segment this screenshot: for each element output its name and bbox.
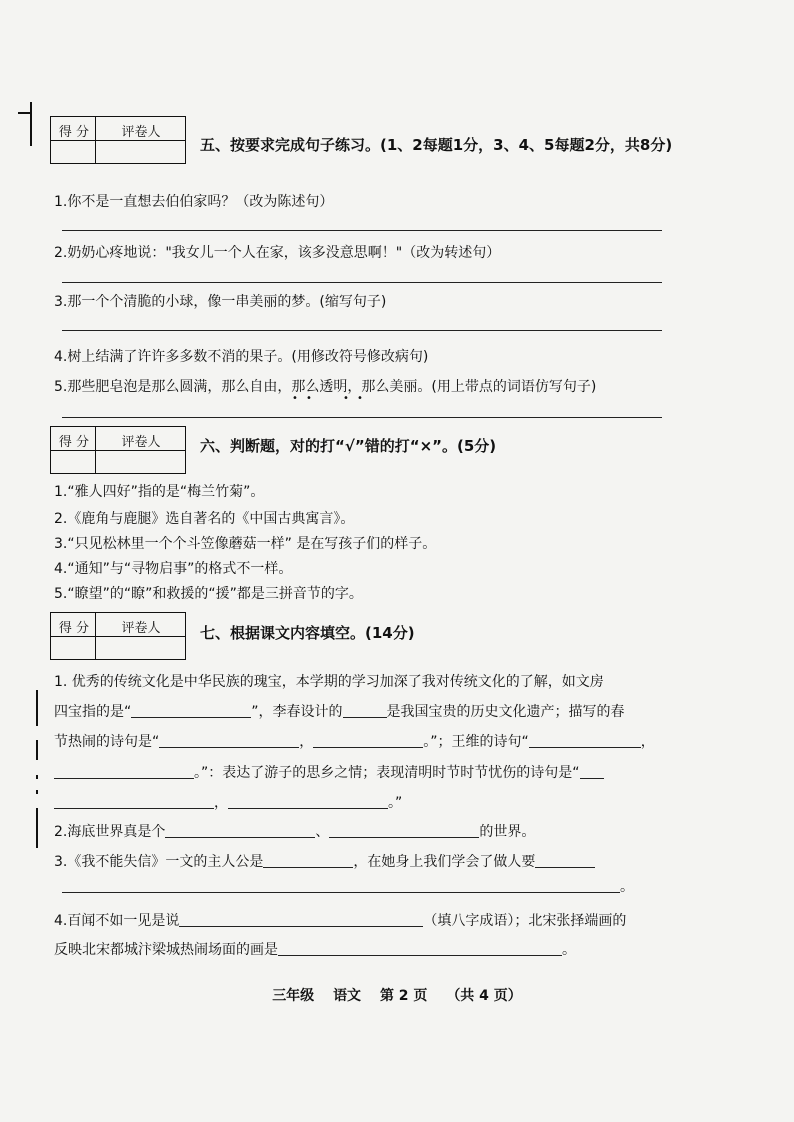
footer-page: 第 2 页	[379, 988, 428, 1004]
fill-blank[interactable]	[263, 853, 353, 868]
answer-line[interactable]	[62, 282, 662, 283]
emphasis-dots: •	[306, 393, 312, 404]
fill-blank[interactable]	[580, 764, 604, 779]
section5-item-4: 4.树上结满了许许多多数不消的果子。(用修改符号修改病句)	[54, 349, 429, 365]
section7-q3: 3.《我不能失信》一文的主人公是 ，在她身上我们学会了做人要	[54, 853, 595, 871]
footer-subject: 语文	[333, 988, 362, 1004]
fill-blank[interactable]	[54, 794, 214, 809]
fill-blank[interactable]	[228, 794, 388, 809]
q3-end-period: 。	[620, 879, 634, 895]
answer-line[interactable]	[62, 417, 662, 418]
fill-blank[interactable]	[529, 733, 641, 748]
fill-blank[interactable]	[165, 823, 315, 838]
section5-item-2: 2.奶奶心疼地说："我女儿一个人在家，该多没意思啊！"（改为转述句）	[54, 245, 501, 261]
section7-q1-line4: 。”：表达了游子的思乡之情；表现清明时节时节忧伤的诗句是“	[54, 764, 604, 782]
corner-mark	[18, 112, 32, 114]
section7-q1-line2: 四宝指的是“ ”，李春设计的 是我国宝贵的历史文化遗产；描写的春	[54, 704, 625, 720]
page-footer	[0, 985, 794, 1005]
section7-q4-line2: 反映北宋都城汴梁城热闹场面的画是 。	[54, 942, 576, 958]
emphasis-dots: •	[292, 393, 298, 404]
binding-mark	[36, 808, 38, 848]
section7-q2: 2.海底世界真是个 、 的世界。	[54, 824, 536, 840]
grader-label: 评卷人	[121, 621, 161, 636]
binding-mark	[36, 790, 38, 794]
binding-mark	[36, 775, 38, 779]
score-label: 得 分	[58, 621, 90, 636]
score-box-section7	[50, 612, 186, 660]
fill-blank[interactable]	[313, 733, 423, 748]
section6-item-3: 3.“只见松林里一个个斗笠像蘑菇一样” 是在写孩子们的样子。	[54, 536, 437, 552]
answer-line[interactable]	[62, 892, 620, 893]
binding-mark	[36, 740, 38, 760]
section5-item-5: 5.那些肥皂泡是那么圆满，那么自由，那么透明，那么美丽。(用上带点的词语仿写句子)	[54, 379, 597, 395]
score-box-section5	[50, 116, 186, 164]
binding-mark	[36, 690, 38, 726]
fill-blank[interactable]	[159, 733, 299, 748]
corner-mark	[30, 102, 32, 146]
section7-q1-line5: ， 。”	[54, 794, 402, 812]
fill-blank[interactable]	[329, 823, 479, 838]
answer-line[interactable]	[62, 230, 662, 231]
fill-blank[interactable]	[179, 912, 423, 927]
section7-title: 七、根据课文内容填空。(14分)	[200, 624, 415, 642]
footer-grade: 三年级	[272, 988, 315, 1004]
fill-blank[interactable]	[54, 764, 194, 779]
section7-q1-line1: 1. 优秀的传统文化是中华民族的瑰宝，本学期的学习加深了我对传统文化的了解，如文房	[54, 674, 604, 690]
section7-q4-line1: 4.百闻不如一见是说 （填八字成语）；北宋张择端画的	[54, 913, 627, 929]
section7-q1-line3: 节热闹的诗句是“ ， 。”；王维的诗句“ ，	[54, 734, 655, 750]
emphasis-dots: •	[357, 393, 363, 404]
section5-item-1: 1.你不是一直想去伯伯家吗？（改为陈述句）	[54, 194, 334, 210]
section5-title: 五、按要求完成句子练习。(1、2每题1分，3、4、5每题2分，共8分)	[200, 136, 673, 154]
section6-item-5: 5.“瞭望”的“瞭”和救援的“援”都是三拼音节的字。	[54, 586, 363, 602]
fill-blank[interactable]	[278, 941, 562, 956]
score-label: 得 分	[58, 435, 90, 450]
section6-item-4: 4.“通知”与“寻物启事”的格式不一样。	[54, 561, 293, 577]
fill-blank[interactable]	[131, 703, 251, 718]
fill-blank[interactable]	[535, 853, 595, 868]
grader-label: 评卷人	[121, 435, 161, 450]
footer-total: （共 4 页）	[446, 988, 522, 1004]
grader-label: 评卷人	[121, 125, 161, 140]
score-box-section6	[50, 426, 186, 474]
score-label: 得 分	[58, 125, 90, 140]
fill-blank[interactable]	[343, 703, 387, 718]
section6-item-2: 2.《鹿角与鹿腿》选自著名的《中国古典寓言》。	[54, 511, 355, 527]
section6-title: 六、判断题，对的打“√”错的打“×”。(5分)	[200, 437, 497, 455]
section6-item-1: 1.“雅人四好”指的是“梅兰竹菊”。	[54, 484, 265, 500]
emphasis-dots: •	[343, 393, 349, 404]
answer-line[interactable]	[62, 330, 662, 331]
section5-item-3: 3.那一个个清脆的小球，像一串美丽的梦。(缩写句子)	[54, 294, 387, 310]
